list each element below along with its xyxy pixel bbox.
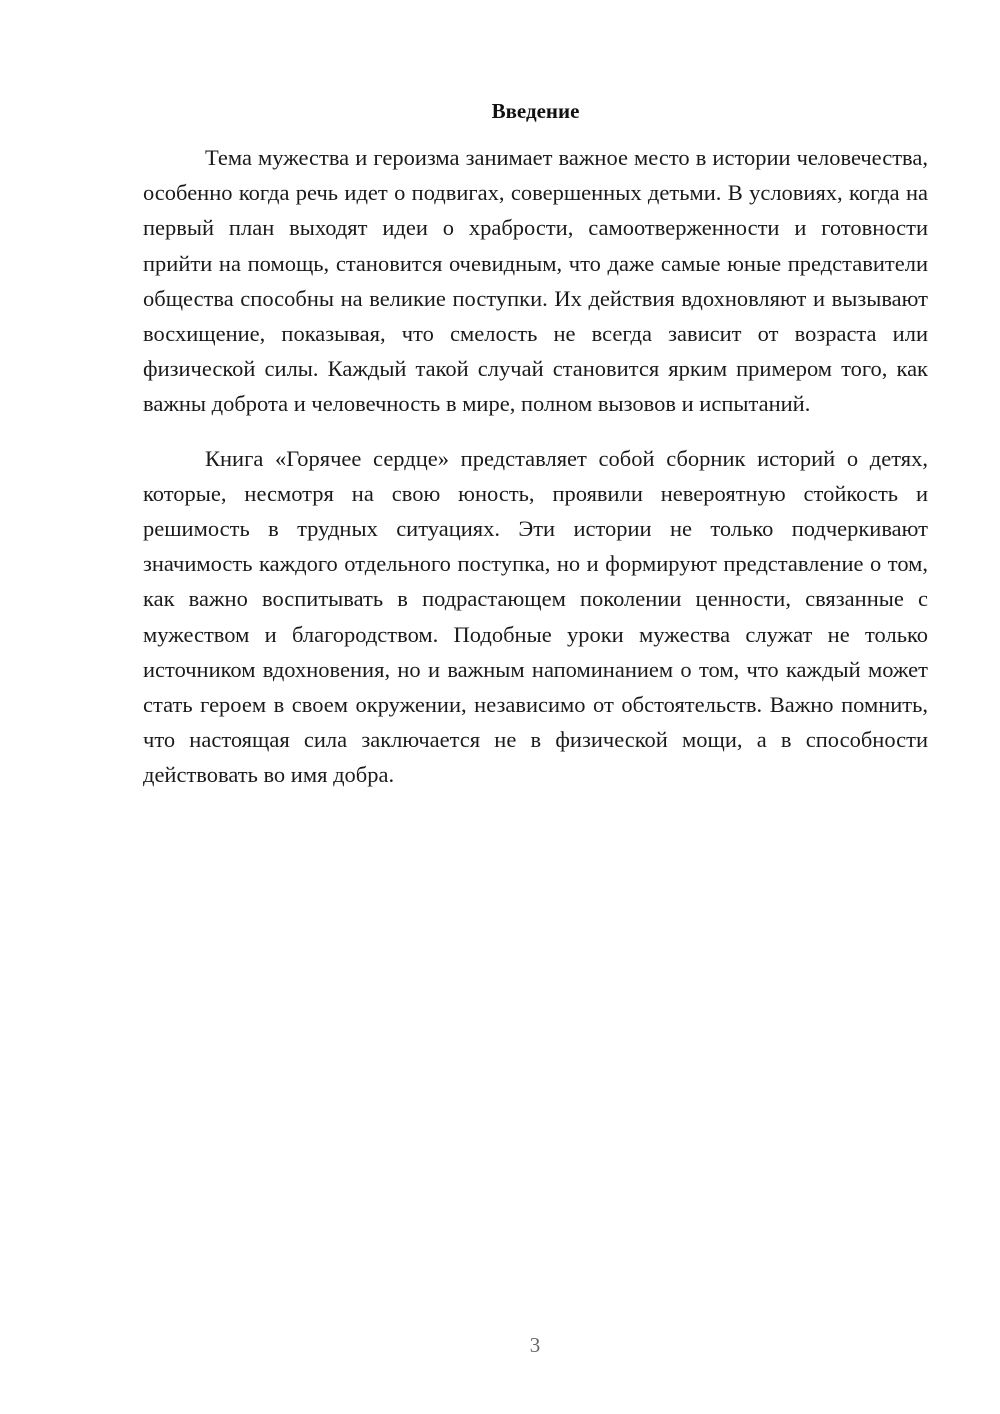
paragraph-2: Книга «Горячее сердце» представляет собой сборник историй о детях, которые, несмотря на свою юность, проявили невероятную стойкость и решимость в трудных ситуациях. Эти истории не только подчеркивают значимость каждого отдельного поступка, но и формируют представление о том, как важно воспитывать в подрастающем поколении ценности, связанные с мужеством и благородством. Подобные уроки мужества служат не только источником вдохновения, но и важным напоминанием о том, что каждый может стать героем в своем окружении, независимо от обстоятельств. Важно помнить, что настоящая сила заключается не в физической мощи, а в способности действовать во имя добра. bbox=[143, 445, 928, 788]
page-number: 3 bbox=[529, 1333, 541, 1357]
section-heading: Введение bbox=[491, 99, 580, 123]
paragraph-1: Тема мужества и героизма занимает важное место в истории человечества, особенно когда речь идет о подвигах, совершенных детьми. В условиях, когда на первый план выходят идеи о храбрости, самоотверженности и готовности прийти на помощь, становится очевидным, что даже самые юные представители общества способны на великие поступки. Их действия вдохновляют и вызывают восхищение, показывая, что смелость не всегда зависит от возраста или физической силы. Каждый такой случай становится ярким примером того, как важны доброта и человечность в мире, полном вызовов и испытаний. bbox=[143, 145, 928, 417]
page-content bbox=[143, 96, 928, 793]
